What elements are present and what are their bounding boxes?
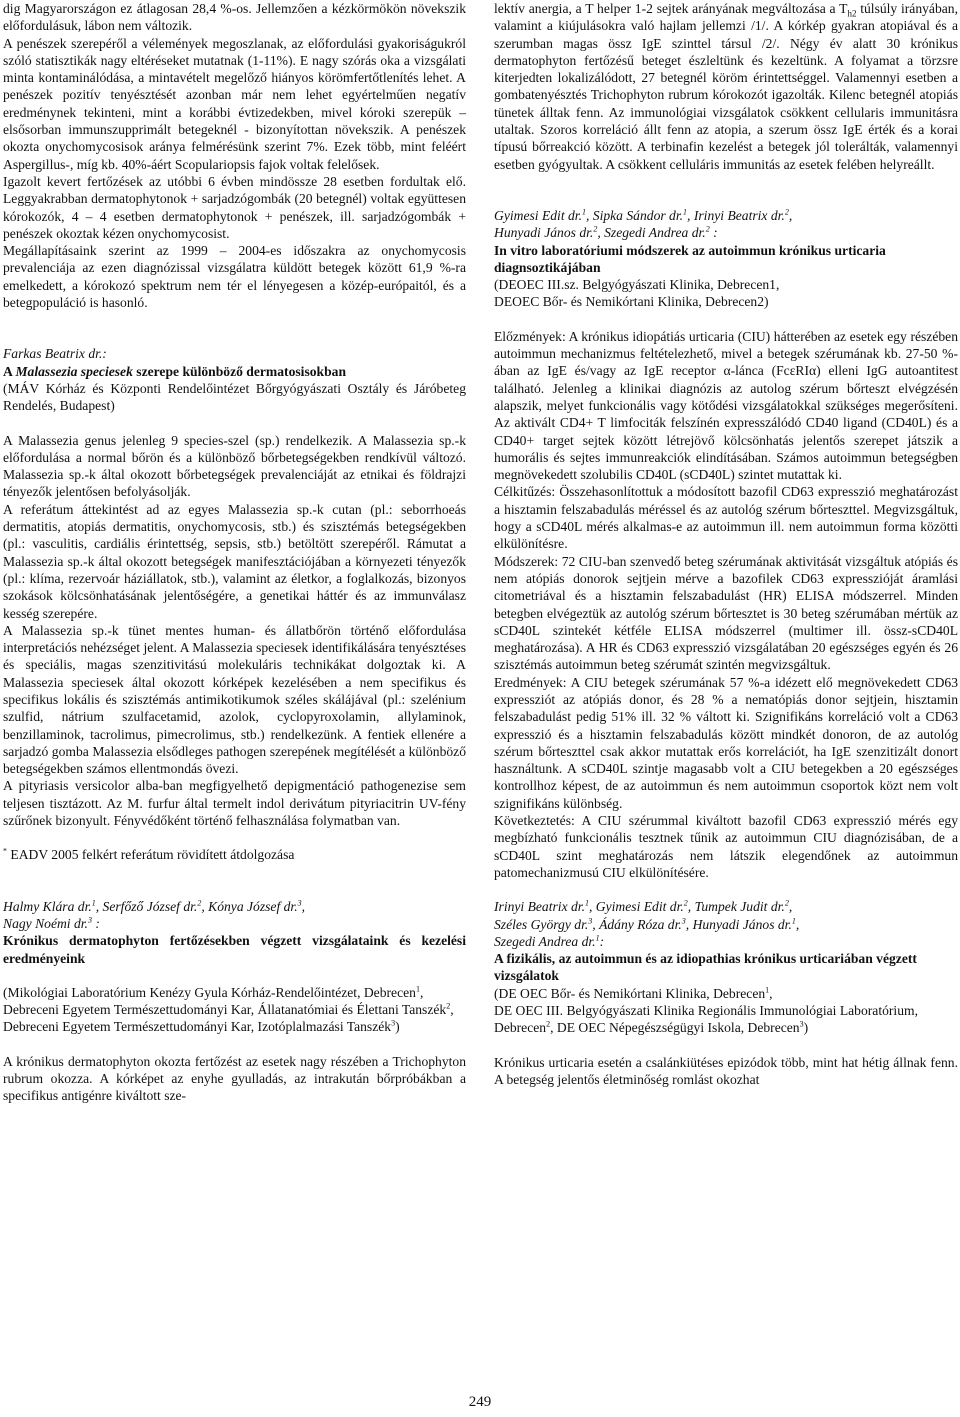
paragraph: Következtetés: A CIU szérummal kiváltott bazofil CD63 expresszió mérés egy megbízható funkcionális tesztnek tűnik az autoimmun CIU diagnózisában, de a sCD40L szint meghatározás nem látszik elegendőnek az autoimmun patomechanizmusú CIU elkülönítésére. [494, 813, 958, 880]
abstract-authors: Irinyi Beatrix dr.$^1$, Gyimesi Edit dr.$^2$, Tumpek Judit dr.$^2$, Széles György dr.$^3$, Ádány Róza dr.$^3$, Hunyadi János dr.$^1$, Szegedi Andrea dr.$^1$: [494, 898, 800, 949]
paragraph: Célkitűzés: Összehasonlítottuk a módosított bazofil CD63 expresszió meghatározást a hisztamin felszabadulás méréssel és az autológ szérum bőrteszttel. Megvizsgáltuk, hogy a sCD40L mérés alkalmas-e az autoimmun ill. nem autoimmun forma közötti elkülönítésre. [494, 484, 958, 552]
abstract-authors: Gyimesi Edit dr.$^1$, Sipka Sándor dr.$^1$, Irinyi Beatrix dr.$^2$, Hunyadi János dr.$^2$, Szegedi Andrea dr.$^2$ : [494, 207, 793, 241]
right-column [494, 0, 958, 1088]
paragraph: Előzmények: A krónikus idiopátiás urticaria (CIU) hátterében az esetek egy részében autoimmun mechanizmus feltételezhető, mivel a betegek szérumának kb. 27-50 %-ában az IgE és/vagy az IgE receptor α-lánca (FcεRIα) elleni IgG autoantitest található. Jelenleg a klinikai diagnózis az autolog szérum bőrteszt elvégzésén alapszik, melyet funkcionális vagy kötődési vizsgálatokkal szükséges megerősíteni. Az aktivált CD4+ T limfociták felszínén expresszálódó CD40 ligand (CD40L) és a CD40+ target sejtek között létrejövő kölcsönhatás jelentős szerepet játszik a humorális és sejtes immunreakciók elindításában. Számos autoimmun betegségben megnövekedett szolubilis CD40L (sCD40L) szintet mutattak ki. [494, 328, 958, 483]
abstract-affiliation: DEOEC Bőr- és Nemikórtani Klinika, Debrecen2) [494, 294, 769, 310]
paragraph: A krónikus dermatophyton okozta fertőzést az esetek nagy részében a Trichophyton rubrum okozza. A kórképet az enyhe gyulladás, az intrakután bőrpróbákban a specifikus antigénre kiváltott sze- [3, 1053, 466, 1104]
paragraph: Megállapításaink szerint az 1999 – 2004-es időszakra az onychomycosis prevalenciája az ezen diagnózissal vizsgálatra küldött betegek között 61,9 %-ra emelkedett, a kórokozó spektrum nem tér el lényegesen a közép-európaitól, és a betegpopuláció is hasonló. [3, 243, 466, 311]
paragraph: A Malassezia genus jelenleg 9 species-szel (sp.) rendelkezik. A Malassezia sp.-k előfordulása a normal bőrön és a különböző bőrbetegségekben rendkívül változó. Malassezia sp.-k által okozott bőrbetegségek prevalenciáját az etnikai és földrajzi tényezők jelentősen befolyásolják. [3, 432, 466, 500]
page-number: 249 [468, 1394, 492, 1410]
abstract-title: In vitro laboratóriumi módszerek az autoimmun krónikus urticaria diagnsoztikájában [494, 242, 886, 275]
abstract-affiliation: (Mikológiai Laboratórium Kenézy Gyula Kórház-Rendelőintézet, Debrecen$^1$, Debreceni Egyetem Természettudományi Kar, Állatanatómiai és Élettani Tanszék$^2$, Debreceni Egyetem Természettudományi Kar, Izotóplalmazási Tanszék$^3$) [3, 984, 454, 1035]
abstract-affiliation: (MÁV Kórház és Központi Rendelőintézet Bőrgyógyászati Osztály és Járóbeteg Rendelés, Budapest) [3, 380, 466, 414]
paragraph: lektív anergia, a T helper 1-2 sejtek arányának megváltozása a $T_{h2}$ túlsúly irányában, valamint a kiújulásokra való hajlam jellemzi /1/. A kórkép gyakran atopiával és a szerumban magas össz IgE szinttel társul /2/. Négy év alatt 30 krónikus dermatophyton fertőzésű beteget észleltünk és kezeltünk. A folyamat a törzsre kiterjedten lokalizálódott, 27 betegnél köröm érintettséggel. Valamennyi esetben a gombatenyésztés Trichophyton rubrum kórokozót igazolták. Kilenc betegnél atopiás tünetek álltak fenn. Az immunológiai vizsgálatok csökkent cellularis immunitásra utaltak. Szoros korreláció állt fenn az atopia, a szerum össz IgE érték és a korai típusú bőrreakció között. A terbinafin kezelést a betegek jól tolerálták, valamennyi esetben gyógyultak. A csökkent celluláris immunitás az esetek felében helyreállt. [494, 1, 958, 172]
abstract-affiliation: (DEOEC III.sz. Belgyógyászati Klinika, Debrecen1, [494, 277, 780, 293]
abstract-affiliation: (DE OEC Bőr- és Nemikórtani Klinika, Debrecen$^1$, DE OEC III. Belgyógyászati Klinika Regionális Immunológiai Laboratórium, Debrecen$^2$, DE OEC Népegészségügyi Iskola, Debrecen$^3$) [494, 985, 918, 1036]
abstract-author: Farkas Beatrix dr.: [3, 346, 107, 362]
paragraph: Krónikus urticaria esetén a csalánkiütéses epizódok több, mint hat hétig állnak fenn. A betegség jelentős életminőség romlást okozhat [494, 1054, 958, 1087]
paragraph: Igazolt kevert fertőzések az utóbbi 6 évben mindössze 28 esetben fordultak elő. Leggyakrabban dermatophytonok + sarjadzógombák (20 betegnél) voltak együttesen kórokozók, 4 – 4 esetben dermatophytonok + penészek, ill. sarjadzógombák + penészek okoztak kézen onychomycosist. [3, 173, 466, 241]
abstract-authors: Halmy Klára dr.$^1$, Serfőző József dr.$^2$, Kónya József dr.$^3$, Nagy Noémi dr.$^3$ : [3, 898, 306, 931]
footnote: * EADV 2005 felkért referátum rövidített átdolgozása [3, 846, 295, 863]
paragraph: A pityriasis versicolor alba-ban megfigyelhető depigmentáció pathogenezise sem teljesen tisztázott. Az M. furfur által termelt indol derivátum pityriacitrin UV-fény szűrőnek bizonyult. Fényvédőként történő felhasználása folymatban van. [3, 778, 466, 829]
paragraph: A Malassezia sp.-k tünet mentes human- és állatbőrön történő előfordulása interpretációs nehézséget jelent. A Malassezia speciesek identifikálására tenyésztéses és speciális, magas szenzitivitású molekuláris technikákat dolgoztak ki. A Malassezia speciesek által okozott kórképek kezelésében a nem specifikus és specifikus lokális és szisztémás antimikotikumok széles skálájával (pl.: szelénium szulfid, nátrium szulfacetamid, azolok, cyclopyroxolamin, allylaminok, benzillaminok, tacrolimus, pimecrolimus, stb.) rendelkezünk. A fentiek ellenére a sarjadzó gomba Malassezia elsődleges pathogen szerepének megítélését a különböző betegségekben számos ellentmondás övezi. [3, 622, 466, 777]
paragraph: A referátum áttekintést ad az egyes Malassezia sp.-k cutan (pl.: seborrhoeás dermatitis, atopiás dermatitis, onychomycosis, stb.) és szisztémás betegségekben (pl.: vasculitis, cardiális érintettség, sepsis, stb.) betöltött szerepéről. Rámutat a Malassezia sp.-k által okozott betegségek manifesztációjában a környezeti tényezők (pl.: klíma, rezervoár háziállatok, stb.), valamint az életkor, a foglalkozás, bizonyos szokások kölcsönhatásának jelentőségére, a genetikai háttér és az immunválasz kesség szerepére. [3, 501, 466, 621]
abstract-title: Krónikus dermatophyton fertőzésekben végzett vizsgálataink és kezelési eredményeink [3, 933, 466, 966]
abstract-title: A Malassezia speciesek szerepe különböző dermatosisokban [3, 363, 347, 379]
paragraph: Módszerek: 72 CIU-ban szenvedő beteg szérumának aktivitását vizsgáltuk atópiás és nem atópiás donorok sejtjein mérve a bazofilek CD63 expresszióját áramlási citometriával és a hisztamin felszabadulást (HR) ELISA módszerrel. Minden betegben elvégeztük az autológ szérum bőrtesztet is 30 beteg szérumában mértük az sCD40L szintekét kétféle ELISA módszerrel (multimer ill. össz-sCD40L meghatározása). A HR és CD63 expresszió vizsgálatában 20 egészséges egyén és 26 szisztémás autoimmun beteg szérumát szintén megvizsgáltuk. [494, 553, 958, 673]
paragraph: A penészek szerepéről a vélemények megoszlanak, az előfordulási gyakoriságukról szóló statisztikák nagy eltéréseket mutatnak (1-11%). E nagy szórás oka a vizsgálati minta kontaminálódása, a mintavételt megelőző hiányos körömfertőtlenítés lehet. A penészek pozitív tenyésztését azonban már nem lehet egyértelműen negatív eredménynek tekinteni, mint a korábbi évtizedekben, mivel kóroki szerepük – elsősorban immunszupprimált betegeknél - bizonyítottan növekszik. A penészek okozta onychomycosisok aránya felmérésünk szerint 7%. Ezek több, mint feléért Aspergillus-, míg kb. 40%-áért Scopulariopsis fajok voltak felelősek. [3, 35, 466, 172]
paragraph: dig Magyarországon ez átlagosan 28,4 %-os. Jellemzően a kézkörmökön növekszik előfordulásuk, lábon nem változik. [3, 1, 466, 34]
left-column [3, 0, 466, 1105]
paragraph: Eredmények: A CIU betegek szérumának 57 %-a idézett elő megnövekedett CD63 expressziót az atópiás donor, és 28 % a nematópiás donor sejtjein, hisztamin felszabadulást pedig 51% ill. 32 % váltott ki. Szignifikáns korreláció volt a CD63 expresszió és a hisztamin felszabadulás között mindkét donoron, de az autológ szérum bőrteszttel csak akkor mutattak erős korrelációt, ha IgE szenzitizált donort használtunk. A sCD40L szintje magasabb volt a CIU betegekben a 20 egészséges kontrollhoz képest, de az autoimmun és nem autoimmun csoportok közt nem volt szignifikáns különbség. [494, 674, 958, 811]
abstract-title: A fizikális, az autoimmun és az idiopathias krónikus urticariában végzett vizsgálatok [494, 951, 917, 984]
